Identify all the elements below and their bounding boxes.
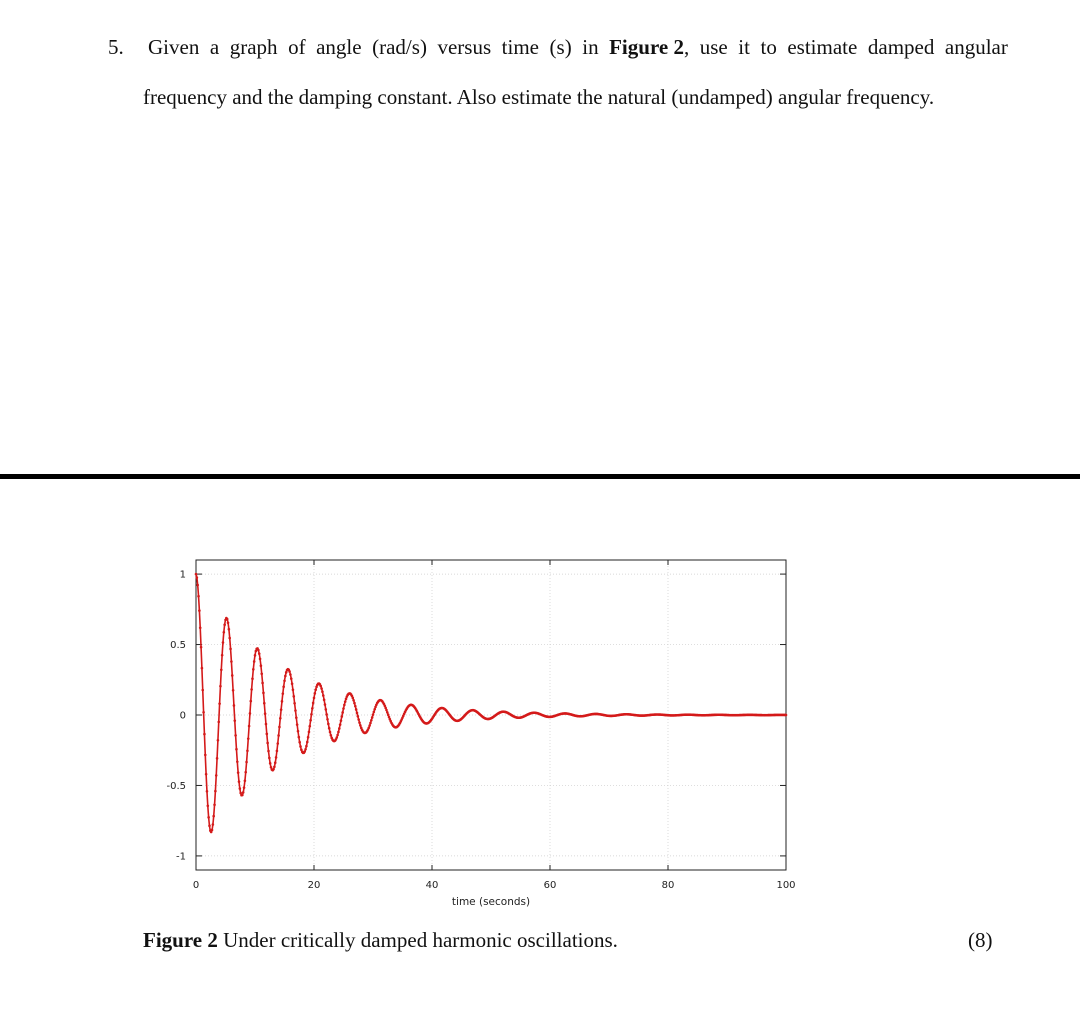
series-point xyxy=(202,711,205,714)
question-word: of xyxy=(288,35,306,59)
figure-caption xyxy=(143,928,618,953)
series-point xyxy=(196,584,199,587)
series-point xyxy=(372,713,375,716)
series-point xyxy=(351,697,354,700)
series-point xyxy=(341,715,344,718)
question-word: angle xyxy=(316,35,362,59)
question-line-1-words xyxy=(148,22,1008,72)
series-point xyxy=(235,748,238,751)
series-point xyxy=(229,648,232,651)
series-point xyxy=(244,771,247,774)
series-point xyxy=(264,712,267,715)
series-point xyxy=(247,737,250,740)
series-point xyxy=(228,637,231,640)
series-point xyxy=(215,774,218,777)
series-point xyxy=(269,762,272,765)
series-point xyxy=(254,654,257,657)
series-point xyxy=(276,750,279,753)
series-point xyxy=(325,713,328,716)
series-point xyxy=(298,741,301,744)
series-point xyxy=(248,725,251,728)
series-point xyxy=(203,733,206,736)
series-point xyxy=(326,718,329,721)
series-point xyxy=(266,733,269,736)
series-point xyxy=(246,749,249,752)
series-point xyxy=(294,709,297,712)
series-point xyxy=(324,703,327,706)
series-point xyxy=(243,786,246,789)
question-word: in xyxy=(582,35,599,59)
question-word: it xyxy=(738,35,750,59)
series-point xyxy=(359,724,362,727)
series-point xyxy=(373,708,376,711)
x-tick-label: 20 xyxy=(307,880,321,891)
series-point xyxy=(201,667,204,670)
series-point xyxy=(237,771,240,774)
series-point xyxy=(307,736,310,739)
series-point xyxy=(339,723,342,726)
series-point xyxy=(285,671,288,674)
question-word: damped xyxy=(867,35,935,59)
series-point xyxy=(223,623,226,626)
series-point xyxy=(355,708,358,711)
series-point xyxy=(358,721,361,724)
series-point xyxy=(325,708,328,711)
series-point xyxy=(306,741,309,744)
series-point xyxy=(241,794,244,797)
series-point xyxy=(785,714,788,717)
series-point xyxy=(242,791,245,794)
series-point xyxy=(216,757,219,760)
series-point xyxy=(266,742,269,745)
series-point xyxy=(308,731,311,734)
y-tick-label: 0.5 xyxy=(170,640,186,652)
series-point xyxy=(223,631,226,634)
series-point xyxy=(200,646,203,649)
figure-caption-text: Under critically damped harmonic oscillations. xyxy=(217,928,618,952)
series-point xyxy=(284,675,287,678)
series-point xyxy=(278,726,281,729)
series-point xyxy=(219,685,222,688)
series-point xyxy=(263,702,266,705)
question-word: Given xyxy=(148,35,200,59)
series-point xyxy=(353,702,356,705)
series-point xyxy=(252,668,255,671)
series-point xyxy=(206,790,209,793)
y-tick-label: -1 xyxy=(176,851,186,863)
series-point xyxy=(373,711,376,714)
series-point xyxy=(384,707,387,710)
series-point xyxy=(328,727,331,730)
series-point xyxy=(259,658,262,661)
series-point xyxy=(290,677,293,680)
series-point xyxy=(335,736,338,739)
series-point xyxy=(275,756,278,759)
series-point xyxy=(221,654,224,657)
series-point xyxy=(308,725,311,728)
series-point xyxy=(265,723,268,726)
x-axis-label: time (seconds) xyxy=(451,896,531,908)
series-point xyxy=(217,739,220,742)
series-point xyxy=(291,683,294,686)
series-point xyxy=(385,709,388,712)
series-point xyxy=(304,748,307,751)
question-number: 5. xyxy=(108,35,124,59)
damped-oscillation-chart xyxy=(150,545,810,915)
question-word: graph xyxy=(229,35,278,59)
question-word: time xyxy=(501,35,539,59)
series-point xyxy=(292,688,295,691)
y-tick-label: -0.5 xyxy=(166,780,186,792)
question-word: (rad/s) xyxy=(372,35,427,59)
x-tick-label: 60 xyxy=(543,880,557,891)
series-point xyxy=(233,704,236,707)
series-point xyxy=(228,628,231,631)
series-point xyxy=(352,699,355,702)
series-point xyxy=(204,754,207,757)
series-point xyxy=(201,689,204,692)
series-point xyxy=(323,699,326,702)
series-point xyxy=(327,723,330,726)
series-point xyxy=(303,750,306,753)
series-point xyxy=(261,682,264,685)
series-point xyxy=(343,704,346,707)
series-point xyxy=(207,816,210,819)
series-point xyxy=(260,664,263,667)
series-point xyxy=(292,695,295,698)
series-point xyxy=(354,705,357,708)
question-word: versus xyxy=(437,35,492,59)
series-point xyxy=(299,745,302,748)
series-point xyxy=(368,724,371,727)
series-point xyxy=(322,694,325,697)
series-point xyxy=(288,670,291,673)
series-point xyxy=(314,688,317,691)
series-point xyxy=(370,719,373,722)
x-tick-label: 80 xyxy=(661,880,675,891)
series-point xyxy=(205,773,208,776)
series-point xyxy=(386,711,389,714)
series-point xyxy=(257,649,260,652)
chart-ticks xyxy=(166,560,795,891)
series-point xyxy=(293,702,296,705)
series-point xyxy=(313,697,316,700)
series-point xyxy=(280,708,283,711)
series-point xyxy=(310,713,313,716)
series-point xyxy=(279,717,282,720)
series-point xyxy=(233,719,236,722)
x-tick-label: 40 xyxy=(425,880,439,891)
series-point xyxy=(371,716,374,719)
series-point xyxy=(277,734,280,737)
series-point xyxy=(369,722,372,725)
series-point xyxy=(249,700,252,703)
series-point xyxy=(282,692,285,695)
question-marks: (8) xyxy=(968,928,993,952)
series-line xyxy=(196,574,786,832)
series-point xyxy=(199,626,202,629)
series-point xyxy=(357,715,360,718)
figure-caption-label: Figure 2 xyxy=(143,928,218,952)
series-point xyxy=(312,702,315,705)
series-point xyxy=(238,780,241,783)
series-point xyxy=(296,723,299,726)
series-point xyxy=(356,712,359,715)
series-point xyxy=(213,803,216,806)
y-tick-label: 1 xyxy=(179,569,186,581)
series-point xyxy=(230,660,233,663)
series-point xyxy=(260,673,263,676)
question-word: angular xyxy=(944,35,1008,59)
series-point xyxy=(222,641,225,644)
series-point xyxy=(319,685,322,688)
series-point xyxy=(249,712,252,715)
series-point xyxy=(309,719,312,722)
question-line-1 xyxy=(108,22,1008,72)
series-point xyxy=(367,726,370,729)
question-word: Figure 2, xyxy=(609,35,690,59)
series-point xyxy=(217,721,220,724)
series-point xyxy=(311,707,314,710)
series-point xyxy=(295,716,298,719)
series-point xyxy=(212,815,215,818)
series-point xyxy=(340,719,343,722)
chart-series xyxy=(195,573,788,834)
series-point xyxy=(297,730,300,733)
question-word: to xyxy=(760,35,777,59)
series-point xyxy=(320,687,323,690)
series-point xyxy=(227,622,230,625)
series-point xyxy=(276,742,279,745)
series-point xyxy=(321,690,324,693)
series-point xyxy=(338,727,341,730)
series-point xyxy=(197,595,200,598)
series-point xyxy=(251,677,254,680)
series-point xyxy=(207,805,210,808)
series-point xyxy=(387,713,390,716)
series-point xyxy=(270,766,273,769)
series-point xyxy=(329,731,332,734)
series-point xyxy=(283,679,286,682)
series-point xyxy=(262,692,265,695)
series-point xyxy=(289,673,292,676)
series-point xyxy=(273,765,276,768)
series-point xyxy=(239,787,242,790)
series-point xyxy=(337,731,340,734)
question-line-2: frequency and the damping constant. Also estimate the natural (undamped) angular frequency. xyxy=(143,85,935,109)
series-point xyxy=(226,618,229,621)
series-point xyxy=(196,576,199,579)
series-point xyxy=(281,700,284,703)
series-point xyxy=(272,768,275,771)
x-tick-label: 0 xyxy=(192,880,200,891)
series-point xyxy=(253,660,256,663)
series-point xyxy=(232,689,235,692)
question-word: a xyxy=(209,35,220,59)
series-point xyxy=(236,760,239,763)
series-point xyxy=(208,824,211,827)
series-point xyxy=(274,761,277,764)
series-point xyxy=(282,685,285,688)
series-point xyxy=(212,823,215,826)
series-point xyxy=(330,734,333,737)
series-point xyxy=(305,745,308,748)
series-point xyxy=(314,692,317,695)
series-point xyxy=(211,829,214,832)
series-point xyxy=(250,688,253,691)
series-point xyxy=(245,761,248,764)
series-point xyxy=(298,736,301,739)
series-point xyxy=(341,711,344,714)
question-word: use xyxy=(699,35,728,59)
series-point xyxy=(244,780,247,783)
series-point xyxy=(258,652,261,655)
series-point xyxy=(214,790,217,793)
series-point xyxy=(234,734,237,737)
series-point xyxy=(267,750,270,753)
series-point xyxy=(336,734,339,737)
page-divider xyxy=(0,474,1080,479)
series-point xyxy=(357,718,360,721)
series-point xyxy=(218,702,221,705)
series-point xyxy=(268,757,271,760)
series-point xyxy=(255,650,258,653)
question-word: (s) xyxy=(549,35,572,59)
series-point xyxy=(342,707,345,710)
question-word: estimate xyxy=(787,35,858,59)
series-point xyxy=(195,573,198,576)
series-point xyxy=(198,609,201,612)
question-text xyxy=(108,22,1008,122)
series-point xyxy=(345,698,348,701)
x-tick-label: 100 xyxy=(776,880,796,891)
y-tick-label: 0 xyxy=(179,710,186,722)
series-point xyxy=(220,668,223,671)
series-point xyxy=(231,674,234,677)
series-point xyxy=(344,700,347,703)
